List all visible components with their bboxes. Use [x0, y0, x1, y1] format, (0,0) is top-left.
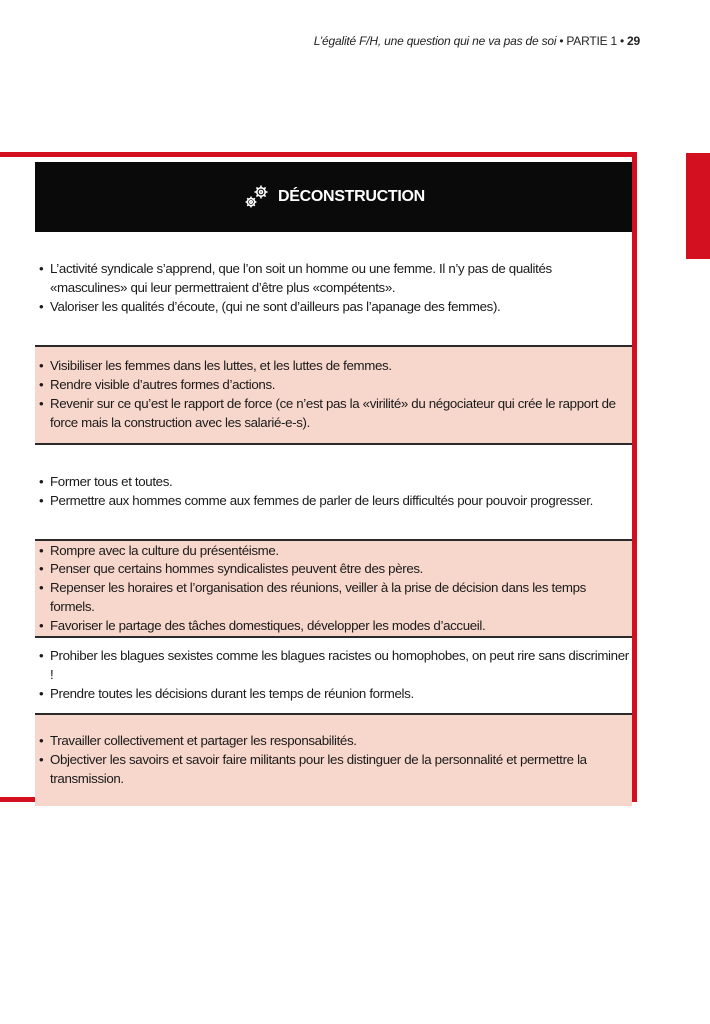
box-title: DÉCONSTRUCTION [278, 188, 425, 205]
box-header [35, 162, 632, 232]
bullet-item: • Favoriser le partage des tâches domestiques, développer les modes d’accueil. [39, 617, 632, 636]
deconstruction-box-inner [35, 162, 632, 797]
bullet-item: • Prohiber les blagues sexistes comme les blagues racistes ou homophobes, on peut rire sans discriminer ! [39, 647, 632, 685]
bullet-item: • Prendre toutes les décisions durant les temps de réunion formels. [39, 685, 632, 704]
section-pink [35, 345, 632, 443]
bullet-item: • Penser que certains hommes syndicalistes peuvent être des pères. [39, 560, 632, 579]
deconstruction-box [0, 152, 637, 802]
bullet-item: • Valoriser les qualités d’écoute, (qui ne sont d’ailleurs pas l’apanage des femmes). [39, 298, 632, 317]
section-white [35, 232, 632, 345]
bullet-item: • Repenser les horaires et l’organisation des réunions, veiller à la prise de décision dans les temps formels. [39, 579, 632, 617]
bullet-item: • Travailler collectivement et partager les responsabilités. [39, 732, 632, 751]
section-pink [35, 713, 632, 806]
section-white [35, 636, 632, 713]
running-header-title: L’égalité F/H, une question qui ne va pas de soi [313, 34, 557, 48]
bullet-item: • Objectiver les savoirs et savoir faire militants pour les distinguer de la personnalité et permettre la transmission. [39, 751, 632, 789]
section-pink [35, 539, 632, 636]
gears-icon [242, 183, 272, 211]
page-number: 29 [627, 34, 640, 48]
bullet-item: • Visibiliser les femmes dans les luttes, et les luttes de femmes. [39, 357, 632, 376]
bullet-item: • Revenir sur ce qu’est le rapport de force (ce n’est pas la «virilité» du négociateur qui crée le rapport de force mais la construction avec les salarié-e-s). [39, 395, 632, 433]
running-header-part: PARTIE 1 [566, 34, 618, 48]
bullet-item: • Permettre aux hommes comme aux femmes de parler de leurs difficultés pour pouvoir progresser. [39, 492, 632, 511]
bullet-item: • Rompre avec la culture du présentéisme. [39, 542, 632, 561]
chapter-tab-marker [686, 153, 710, 259]
running-header [314, 34, 640, 48]
header-separator: • [620, 34, 625, 48]
bullet-item: • L’activité syndicale s’apprend, que l’on soit un homme ou une femme. Il n’y pas de qualités «masculines» qui leur permettraient d’être plus «compétents». [39, 260, 632, 298]
bullet-item: • Rendre visible d’autres formes d’actions. [39, 376, 632, 395]
bullet-item: • Former tous et toutes. [39, 473, 632, 492]
header-separator: • [559, 34, 564, 48]
section-white [35, 443, 632, 539]
